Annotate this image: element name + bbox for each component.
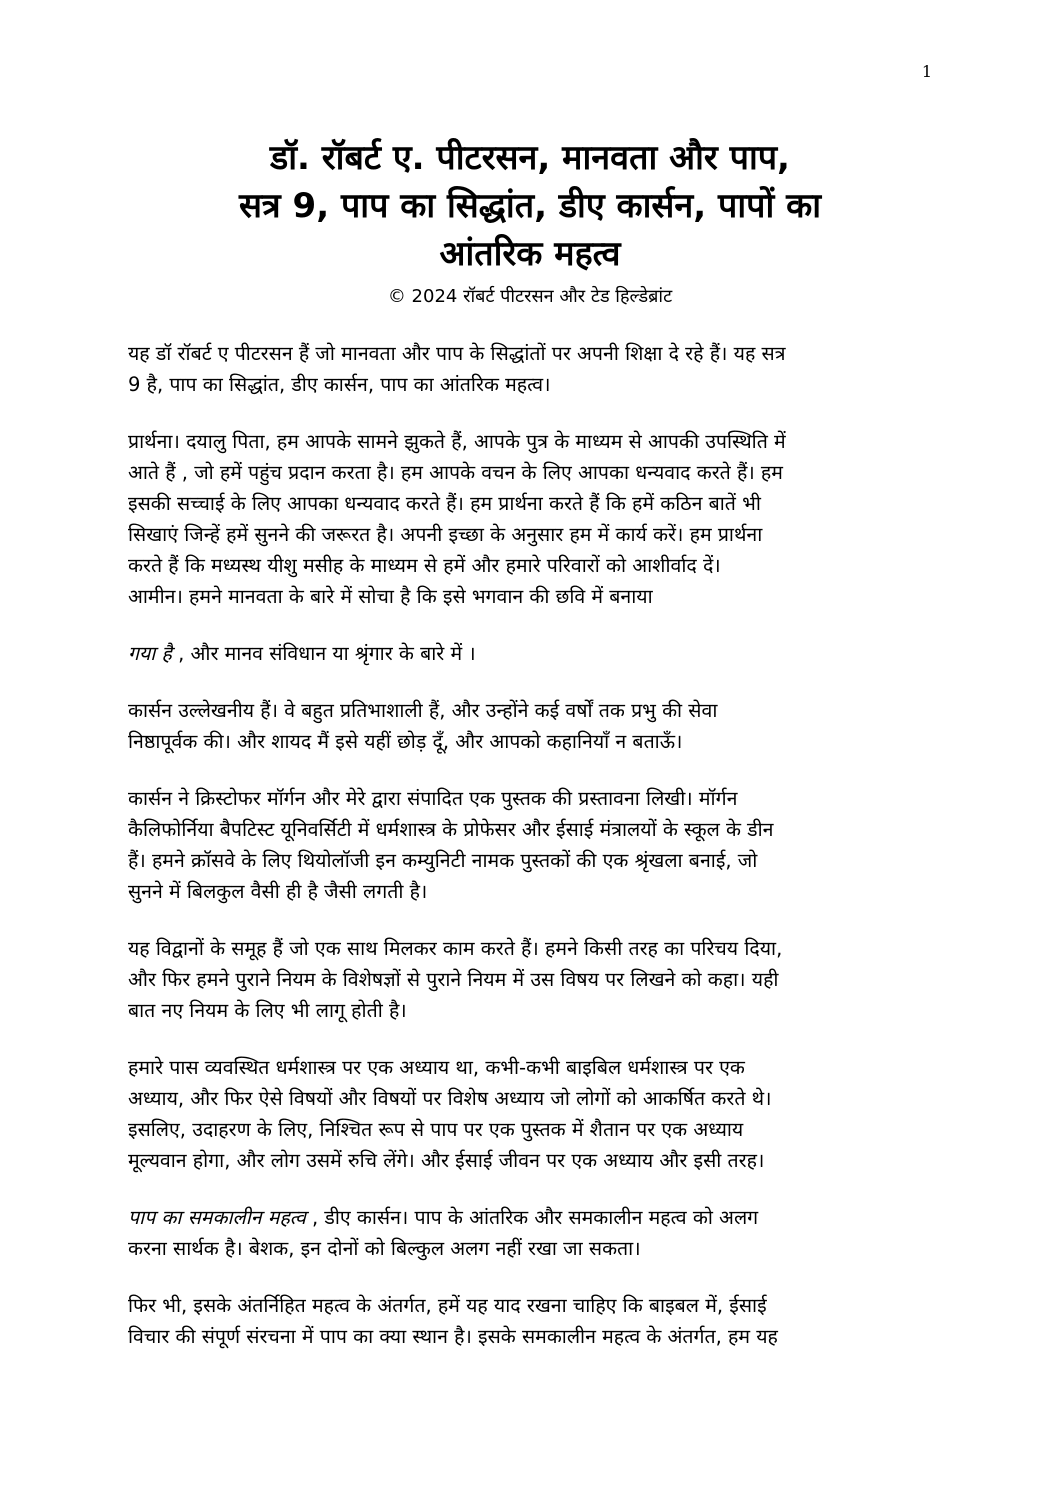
paragraph-scholars: यह विद्वानों के समूह हैं जो एक साथ मिलकर काम करते हैं। हमने किसी तरह का परिचय दिया, और फिर हमने पुराने नियम के विशेषज्ञों से पुराने नियम में उस विषय पर लिखने को कहा। यही बात नए नियम के लिए भी लागू होती है। — [128, 937, 783, 1022]
document-title: डॉ. रॉबर्ट ए. पीटरसन, मानवता और पाप, सत्र 9, पाप का सिद्धांत, डीए कार्सन, पापों का आंतरिक महत्व — [238, 138, 822, 274]
paragraph-chapters: हमारे पास व्यवस्थित धर्मशास्त्र पर एक अध्याय था, कभी-कभी बाइबिल धर्मशास्त्र पर एक अध्याय, और फिर ऐसे विषयों और विषयों पर विशेष अध्याय जो लोगों को आकर्षित करते थे। इसलिए, उदाहरण के लिए, निश्चित रूप से पाप पर एक पुस्तक में शैतान पर एक अध्याय मूल्यवान होगा, और लोग उसमें रुचि लेंगे। और ईसाई जीवन पर एक अध्याय और इसी तरह। — [128, 1056, 772, 1172]
italic-phrase: गया है — [128, 642, 172, 665]
paragraph-prayer: प्रार्थना। दयालु पिता, हम आपके सामने झुकते हैं, आपके पुत्र के माध्यम से आपकी उपस्थिति में आते हैं , जो हमें पहुंच प्रदान करता है। हम आपके वचन के लिए आपका धन्यवाद करते हैं। हम इसकी सच्चाई के लिए आपका धन्यवाद करते हैं। हम प्रार्थना करते हैं कि हमें कठिन बातें भी सिखाएं जिन्हें हमें सुनने की जरूरत है। अपनी इच्छा के अनुसार हम में कार्य करें। हम प्रार्थना करते हैं कि मध्यस्थ यीशु मसीह के माध्यम से हमें और हमारे परिवारों को आशीर्वाद दें। आमीन। हमने मानवता के बारे में सोचा है कि इसे भगवान की छवि में बनाया — [128, 430, 786, 608]
copyright-line: © 2024 रॉबर्ट पीटरसन और टेड हिल्डेब्रांट — [387, 286, 673, 307]
paragraph-intro: यह डॉ रॉबर्ट ए पीटरसन हैं जो मानवता और पाप के सिद्धांतों पर अपनी शिक्षा दे रहे हैं। यह सत्र 9 है, पाप का सिद्धांत, डीए कार्सन, पाप का आंतरिक महत्व। — [128, 342, 786, 396]
paragraph-carson-remarkable: कार्सन उल्लेखनीय हैं। वे बहुत प्रतिभाशाली हैं, और उन्होंने कई वर्षों तक प्रभु की सेवा निष्ठापूर्वक की। और शायद मैं इसे यहीं छोड़ दूँ, और आपको कहानियाँ न बताऊँ। — [128, 699, 718, 753]
page-number: 1 — [921, 62, 932, 81]
document-body — [128, 338, 938, 1378]
paragraph-intrinsic-significance: फिर भी, इसके अंतर्निहित महत्व के अंतर्गत, हमें यह याद रखना चाहिए कि बाइबल में, ईसाई विचार की संपूर्ण संरचना में पाप का क्या स्थान है। इसके समकालीन महत्व के अंतर्गत, हम यह — [128, 1294, 778, 1348]
paragraph-image-of-god: गया है , और मानव संविधान या श्रृंगार के बारे में । — [128, 642, 476, 665]
paragraph-contemporary-significance: पाप का समकालीन महत्व , डीए कार्सन। पाप के आंतरिक और समकालीन महत्व को अलग करना सार्थक है। बेशक, इन दोनों को बिल्कुल अलग नहीं रखा जा सकता। — [128, 1206, 759, 1260]
italic-book-title: पाप का समकालीन महत्व — [128, 1206, 306, 1229]
paragraph-foreword: कार्सन ने क्रिस्टोफर मॉर्गन और मेरे द्वारा संपादित एक पुस्तक की प्रस्तावना लिखी। मॉर्गन कैलिफोर्निया बैपटिस्ट यूनिवर्सिटी में धर्मशास्त्र के प्रोफेसर और ईसाई मंत्रालयों के स्कूल के डीन हैं। हमने क्रॉसवे के लिए थियोलॉजी इन कम्युनिटी नामक पुस्तकों की एक श्रृंखला बनाई, जो सुनने में बिलकुल वैसी ही है जैसी लगती है। — [128, 787, 774, 903]
